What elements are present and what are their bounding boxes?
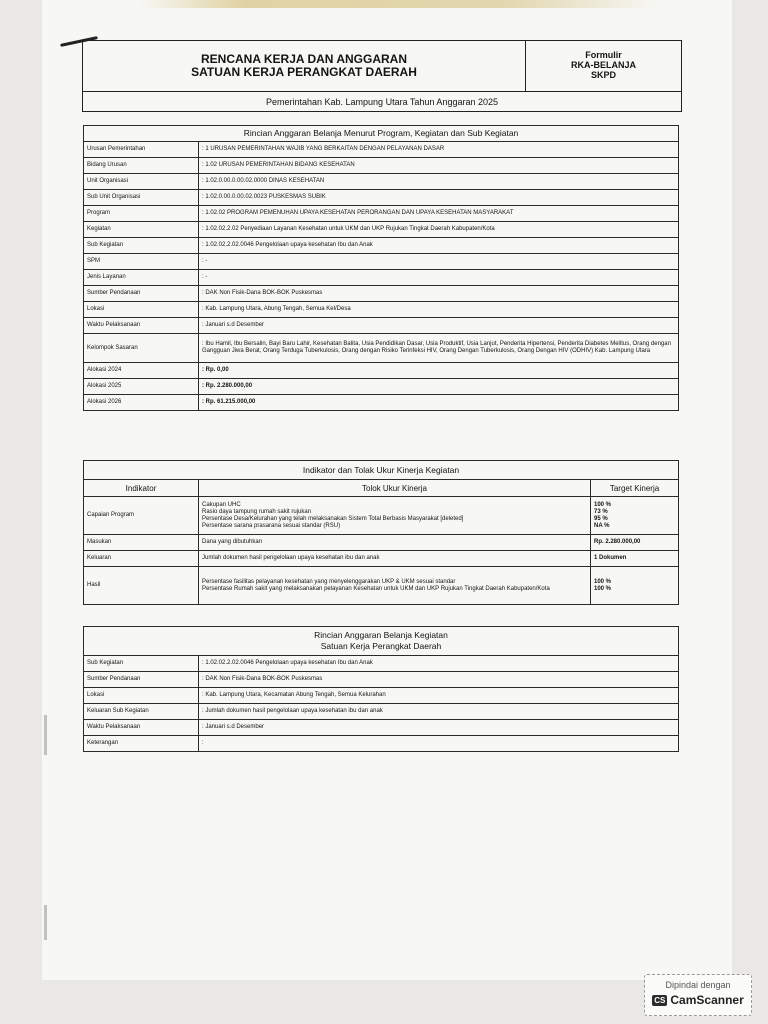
row-label: Kegiatan <box>84 222 199 238</box>
row-value: : 1.02.02 PROGRAM PEMENUHAN UPAYA KESEHATAN PERORANGAN DAN UPAYA KESEHATAN MASYARAKAT <box>199 206 679 222</box>
table-row <box>84 334 679 363</box>
measure-line: Rasio daya tampung rumah sakit rujukan <box>202 508 312 515</box>
table-row <box>84 190 679 206</box>
table-row <box>84 363 679 379</box>
scan-artifact <box>44 715 47 755</box>
table-row <box>84 704 679 720</box>
table-row <box>84 222 679 238</box>
row-label: Lokasi <box>84 302 199 318</box>
table-row <box>84 318 679 334</box>
row-label: Waktu Pelaksanaan <box>84 318 199 334</box>
table-row <box>84 535 679 551</box>
watermark-brand-name: CamScanner <box>670 993 744 1007</box>
row-value: : Januari s.d Desember <box>199 720 679 736</box>
table-row <box>84 254 679 270</box>
table-row <box>84 395 679 411</box>
row-label: Unit Organisasi <box>84 174 199 190</box>
indicator-title: Indikator dan Tolak Ukur Kinerja Kegiatan <box>84 461 679 480</box>
scan-artifact <box>44 905 47 940</box>
column-header: Tolok Ukur Kinerja <box>199 480 591 497</box>
indicator-targets: 1 Dokumen <box>591 551 679 567</box>
target-line: 100 % <box>594 585 612 592</box>
row-value: : DAK Non Fisik-Dana BOK-BOK Puskesmas <box>199 286 679 302</box>
row-value: : - <box>199 254 679 270</box>
row-label: Alokasi 2025 <box>84 379 199 395</box>
form-header <box>82 40 682 112</box>
row-label: Keluaran Sub Kegiatan <box>84 704 199 720</box>
row-label: Lokasi <box>84 688 199 704</box>
row-label: Sub Unit Organisasi <box>84 190 199 206</box>
table-row <box>84 497 679 535</box>
row-value: : Januari s.d Desember <box>199 318 679 334</box>
row-value: : - <box>199 270 679 286</box>
measure-line: Persentase Desa/Kelurahan yang telah melaksanakan Sistem Total Berbasis Masyarakat [deleted] <box>202 515 464 522</box>
table-row <box>84 142 679 158</box>
indicator-measures: Dana yang dibutuhkan <box>199 535 591 551</box>
target-line: 100 % <box>594 578 612 585</box>
target-line: 73 % <box>594 508 608 515</box>
row-value: : Ibu Hamil, Ibu Bersalin, Bayi Baru Lahir, Kesehatan Balita, Usia Pendidikan Dasar, Usia Produktif, Usia Lanjut, Penderita Hipertensi, Penderita Diabetes Melitus, Orang dengan Gangguan Jiwa Berat, Orang Terduga Tuberkulosis, Orang dengan Risiko Terinfeksi HIV, Orang Dengan Tuberkulosis, Orang Dengan HIV (ODHIV) Kab. Lampung Utara <box>199 334 679 363</box>
form-code-line-1: Formulir <box>585 50 622 60</box>
row-value: : <box>199 736 679 752</box>
form-subtitle: Pemerintahan Kab. Lampung Utara Tahun Anggaran 2025 <box>83 91 681 111</box>
table-row <box>84 656 679 672</box>
row-value: : 1.02.0.00.0.00.02.0000 DINAS KESEHATAN <box>199 174 679 190</box>
row-value: : 1.02.02.2.02.0046 Pengelolaan upaya kesehatan Ibu dan Anak <box>199 238 679 254</box>
table-row <box>84 736 679 752</box>
row-label: Bidang Urusan <box>84 158 199 174</box>
row-label: Urusan Pemerintahan <box>84 142 199 158</box>
row-label: SPM <box>84 254 199 270</box>
row-label: Sub Kegiatan <box>84 238 199 254</box>
table-row <box>84 672 679 688</box>
row-value: : 1 URUSAN PEMERINTAHAN WAJIB YANG BERKAITAN DENGAN PELAYANAN DASAR <box>199 142 679 158</box>
row-value: : Jumlah dokumen hasil pengelolaan upaya kesehatan ibu dan anak <box>199 704 679 720</box>
indicator-measures <box>199 567 591 605</box>
column-header: Target Kinerja <box>591 480 679 497</box>
indicator-name: Masukan <box>84 535 199 551</box>
measure-line: Cakupan UHC <box>202 501 241 508</box>
table-row <box>84 270 679 286</box>
title-line-2: SATUAN KERJA PERANGKAT DAERAH <box>191 65 417 79</box>
program-details-title: Rincian Anggaran Belanja Menurut Program, Kegiatan dan Sub Kegiatan <box>84 126 679 142</box>
row-label: Program <box>84 206 199 222</box>
activity-details-title <box>84 627 679 656</box>
row-value: : Kab. Lampung Utara, Kecamatan Abung Tengah, Semua Kelurahan <box>199 688 679 704</box>
page-top-shadow <box>140 0 660 8</box>
row-value: : 1.02 URUSAN PEMERINTAHAN BIDANG KESEHATAN <box>199 158 679 174</box>
target-line: 100 % <box>594 501 612 508</box>
row-value: : 1.02.02.2.02.0046 Pengelolaan upaya kesehatan Ibu dan Anak <box>199 656 679 672</box>
column-header: Indikator <box>84 480 199 497</box>
watermark-brand <box>645 993 751 1007</box>
row-value: : Kab. Lampung Utara, Abung Tengah, Semua Kel/Desa <box>199 302 679 318</box>
target-line: NA % <box>594 522 610 529</box>
row-value: : 1.02.02.2.02 Penyediaan Layanan Kesehatan untuk UKM dan UKP Rujukan Tingkat Daerah Kabupaten/Kota <box>199 222 679 238</box>
indicator-name: Hasil <box>84 567 199 605</box>
watermark-caption: Dipindai dengan <box>665 980 731 990</box>
table-row <box>84 688 679 704</box>
table-row <box>84 567 679 605</box>
table-row <box>84 720 679 736</box>
camscanner-logo-icon: CS <box>654 996 666 1005</box>
measure-line: Persentase Rumah sakit yang melaksanakan pelayanan Kesehatan untuk UKM dan UKP Rujukan Tingkat Daerah Kabupaten/Kota <box>202 585 550 592</box>
table-row <box>84 158 679 174</box>
row-value: : Rp. 61.215.000,00 <box>199 395 679 411</box>
row-label: Waktu Pelaksanaan <box>84 720 199 736</box>
indicator-targets: Rp. 2.280.000,00 <box>591 535 679 551</box>
indicator-table <box>83 460 679 605</box>
table-row <box>84 238 679 254</box>
row-value: : 1.02.0.00.0.00.02.0023 PUSKESMAS SUBIK <box>199 190 679 206</box>
form-code-line-3: SKPD <box>590 70 616 80</box>
row-label: Alokasi 2026 <box>84 395 199 411</box>
row-label: Sumber Pendanaan <box>84 672 199 688</box>
indicator-targets <box>591 497 679 535</box>
table-row <box>84 302 679 318</box>
indicator-name: Capaian Program <box>84 497 199 535</box>
indicator-name: Keluaran <box>84 551 199 567</box>
row-label: Keterangan <box>84 736 199 752</box>
table-row <box>84 206 679 222</box>
row-value: : Rp. 0,00 <box>199 363 679 379</box>
target-line: 95 % <box>594 515 608 522</box>
indicator-targets <box>591 567 679 605</box>
measure-line: Persentase fasilitas pelayanan kesehatan yang menyelenggarakan UKP & UKM sesuai standar <box>202 578 456 585</box>
row-label: Alokasi 2024 <box>84 363 199 379</box>
form-code-line-2: RKA-BELANJA <box>571 60 636 70</box>
measure-line: Persentase sarana prasarana sesuai standar (RSU) <box>202 522 341 529</box>
table-row <box>84 551 679 567</box>
row-label: Sub Kegiatan <box>84 656 199 672</box>
table-row <box>84 286 679 302</box>
row-value: : DAK Non Fisik-Dana BOK-BOK Puskesmas <box>199 672 679 688</box>
program-details-table <box>83 125 679 411</box>
camscanner-watermark <box>644 974 752 1016</box>
activity-title-line-2: Satuan Kerja Perangkat Daerah <box>320 641 442 651</box>
row-label: Jenis Layanan <box>84 270 199 286</box>
activity-details-table <box>83 626 679 752</box>
title-line-1: RENCANA KERJA DAN ANGGARAN <box>200 52 407 66</box>
activity-title-line-1: Rincian Anggaran Belanja Kegiatan <box>314 630 448 640</box>
indicator-measures <box>199 497 591 535</box>
row-value: : Rp. 2.280.000,00 <box>199 379 679 395</box>
row-label: Sumber Pendanaan <box>84 286 199 302</box>
table-row <box>84 174 679 190</box>
table-row <box>84 379 679 395</box>
form-title <box>83 41 526 91</box>
indicator-measures: Jumlah dokumen hasil pengelolaan upaya kesehatan ibu dan anak <box>199 551 591 567</box>
row-label: Kelompok Sasaran <box>84 334 199 363</box>
